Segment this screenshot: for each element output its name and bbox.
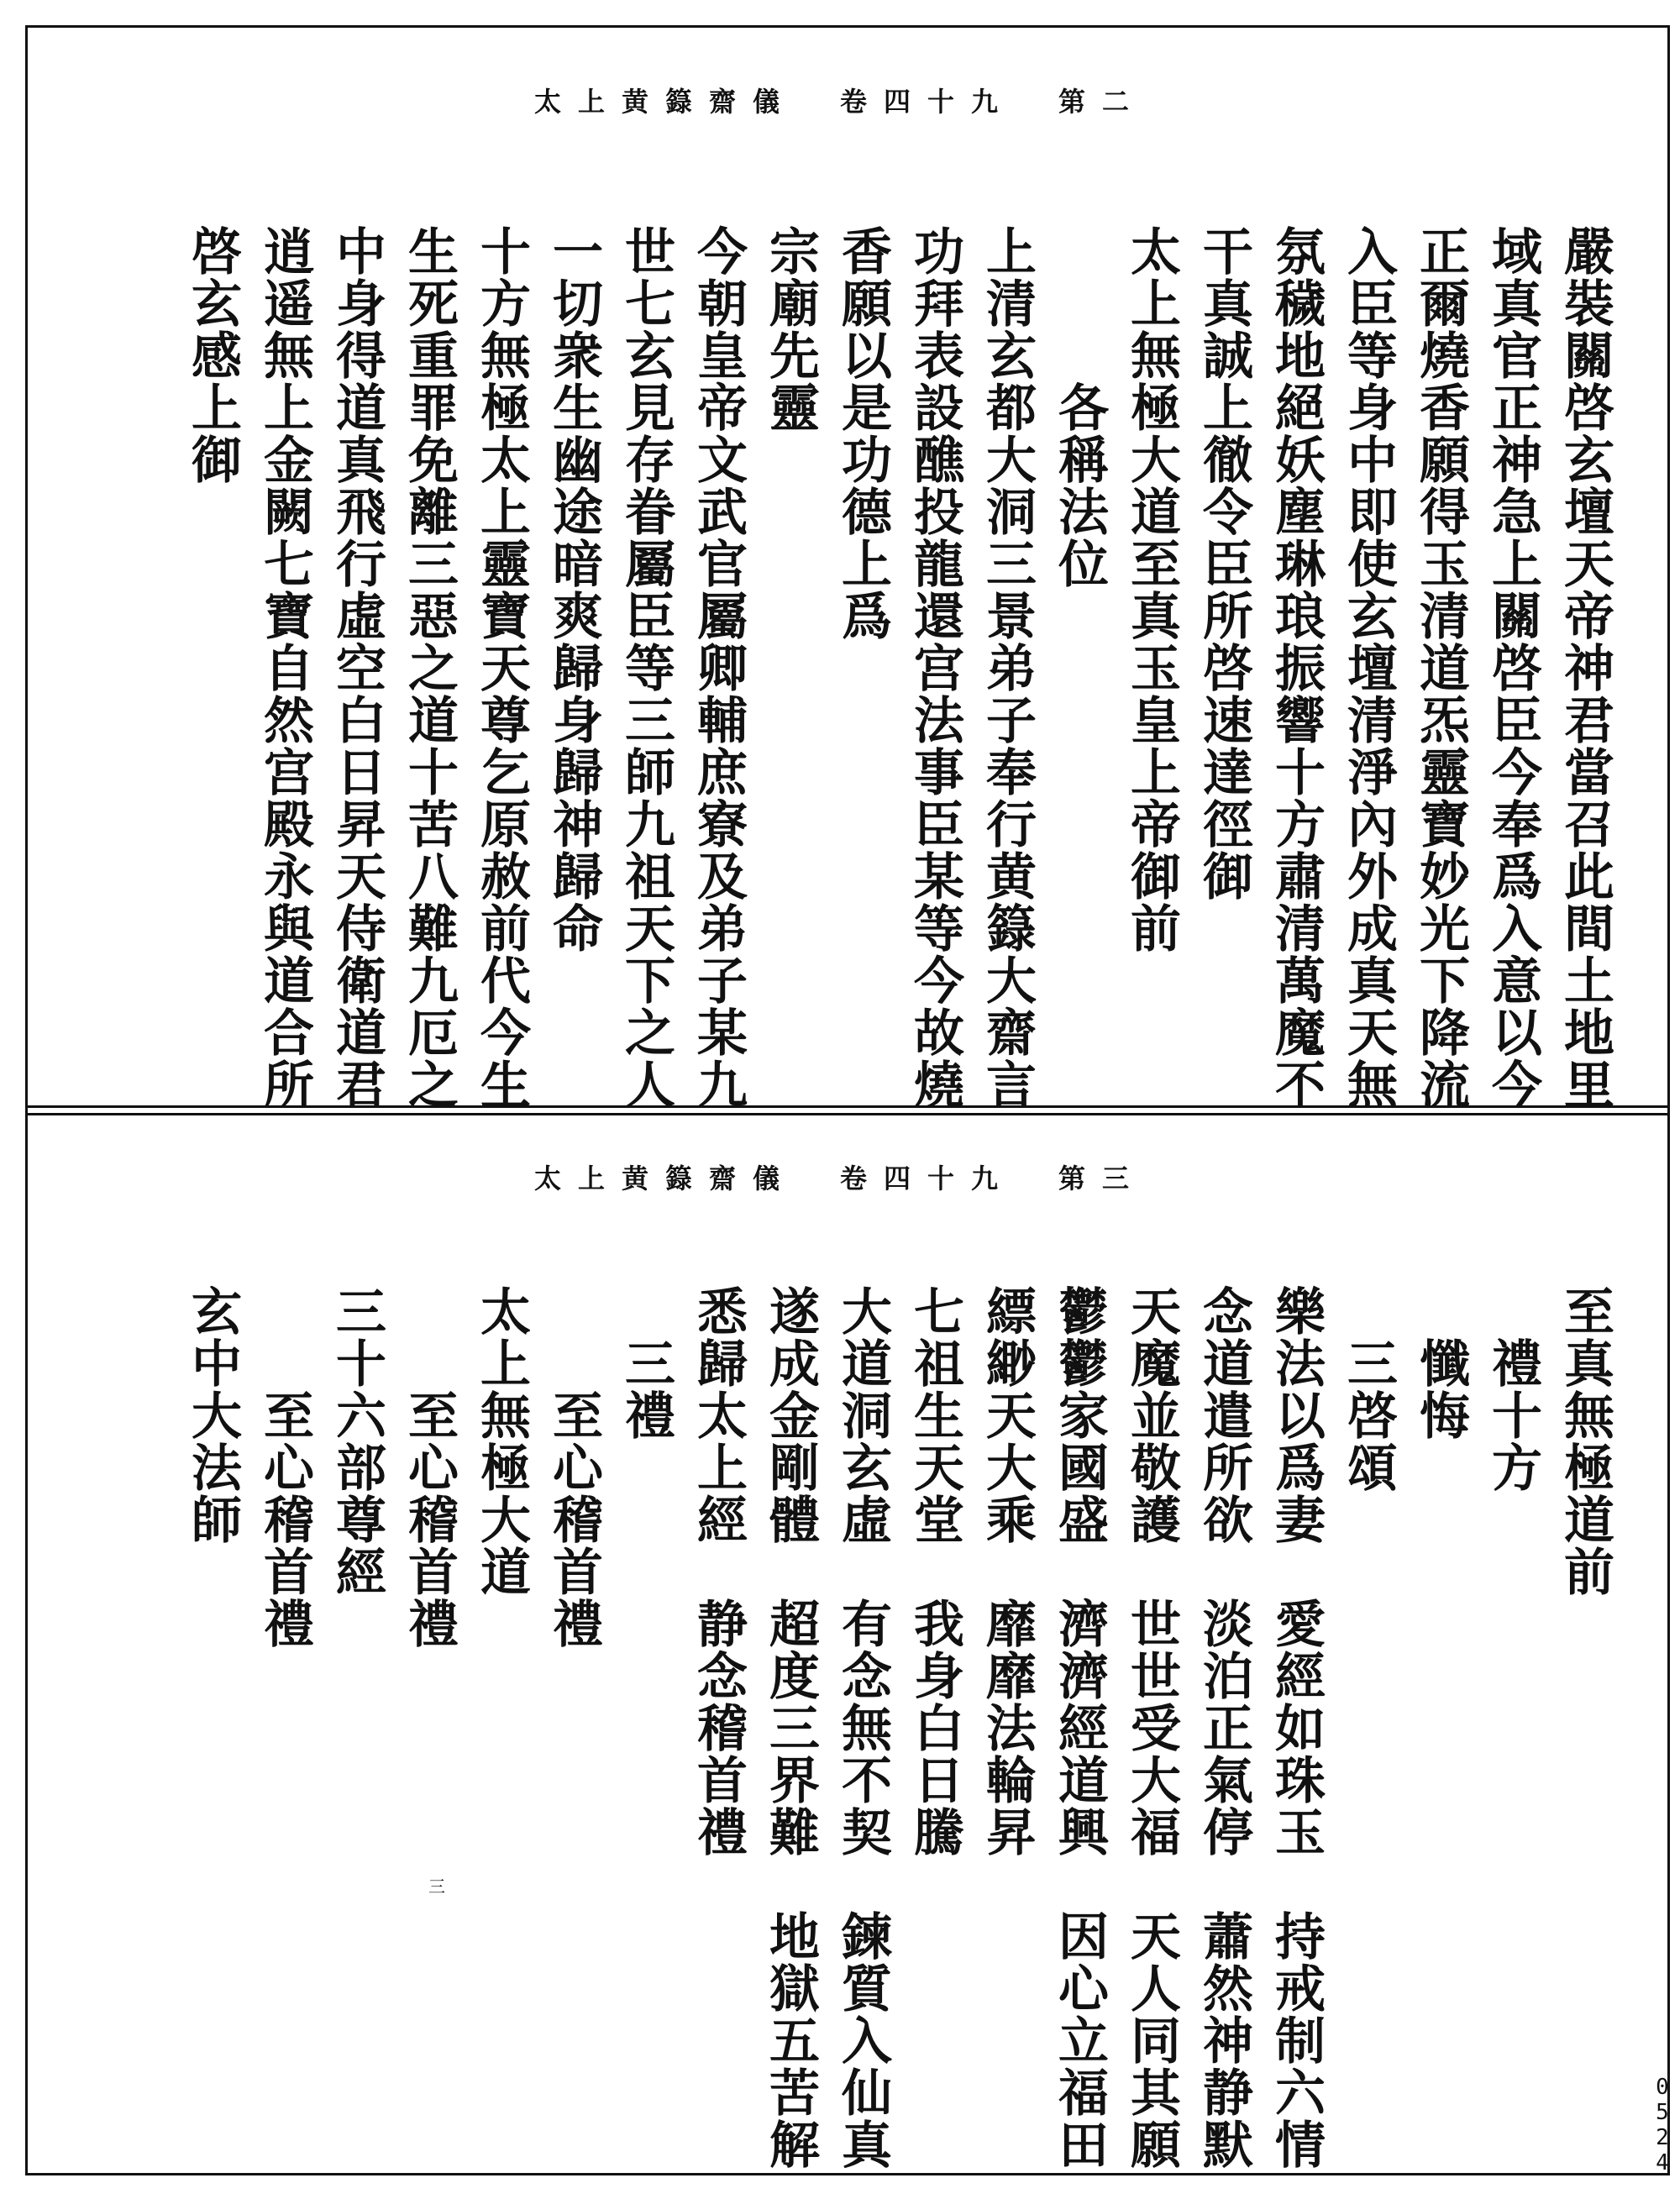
bottom-text-columns — [176, 1285, 1621, 2170]
text-column: 各稱法位 — [1050, 225, 1109, 590]
text-column: 干真誠上徹令臣所啓速達徑御 — [1194, 225, 1253, 902]
text-column: 遂成金剛體 超度三界難 地獄五苦解 — [761, 1285, 820, 2170]
text-column: 三十六部尊經 — [328, 1285, 386, 1598]
text-column: 香願以是功德上爲 — [833, 225, 892, 642]
text-column: 上清玄都大洞三景弟子奉行黄籙大齋言 — [978, 225, 1037, 1110]
text-column: 一切衆生幽途暗爽歸身歸神歸命 — [544, 225, 603, 954]
text-column: 十方無極太上靈寶天尊乞原赦前代今生 — [472, 225, 531, 1110]
text-column: 大道洞玄虛 有念無不契 鍊質入仙真 — [833, 1285, 892, 2170]
top-text-columns — [176, 225, 1621, 1110]
text-column: 正爾燒香願得玉清道炁靈寶妙光下降流 — [1411, 225, 1470, 1110]
text-column: 禮十方 — [1483, 1285, 1542, 1493]
text-column: 至心稽首禮 — [255, 1285, 314, 1650]
text-column: 至心稽首禮 — [544, 1285, 603, 1650]
text-column: 宗廟先靈 — [761, 225, 820, 433]
text-column: 樂法以爲妻 愛經如珠玉 持戒制六情 — [1267, 1285, 1326, 2170]
text-column: 生死重罪免離三惡之道十苦八難九厄之 — [400, 225, 459, 1110]
text-column: 三啓頌 — [1339, 1285, 1398, 1493]
text-column: 懺悔 — [1411, 1285, 1470, 1441]
text-column: 悉歸太上經 静念稽首禮 — [689, 1285, 748, 1858]
text-column: 鬱鬱家國盛 濟濟經道興 因心立福田 — [1050, 1285, 1109, 2170]
text-column: 太上無極大道 — [472, 1285, 531, 1598]
text-column: 念道遣所欲 淡泊正氣停 蕭然神静默 — [1194, 1285, 1253, 2170]
text-column: 三禮 — [617, 1285, 675, 1441]
bottom-page-header: 太上黄籙齋儀 卷四十九 第三 — [533, 1162, 1146, 1194]
text-column: 中身得道真飛行虛空白日昇天侍衛道君 — [328, 225, 386, 1110]
text-column: 啓玄感上御 — [183, 225, 242, 485]
text-column: 入臣等身中即使玄壇清淨內外成真天無 — [1339, 225, 1398, 1110]
text-column: 世七玄見存眷屬臣等三師九祖天下之人 — [617, 225, 675, 1110]
bottom-page-marker: 三 — [428, 1876, 445, 1897]
text-column: 縹緲天大乘 靡靡法輪昇 — [978, 1285, 1037, 1858]
text-column: 氛穢地絕妖塵琳琅振響十方肅清萬魔不 — [1267, 225, 1326, 1110]
text-column: 至真無極道前 — [1556, 1285, 1614, 1598]
side-page-number: 0524 — [1650, 2075, 1675, 2175]
text-column: 太上無極大道至真玉皇上帝御前 — [1122, 225, 1181, 954]
text-column: 至心稽首禮 — [400, 1285, 459, 1650]
text-column: 功拜表設醮投龍還宫法事臣某等今故燒 — [906, 225, 964, 1110]
text-column: 七祖生天堂 我身白日騰 — [906, 1285, 964, 1858]
text-column: 域真官正神急上關啓臣今奉爲入意以今 — [1483, 225, 1542, 1110]
text-column: 玄中大法師 — [183, 1285, 242, 1546]
text-column: 天魔並敬護 世世受大福 天人同其願 — [1122, 1285, 1181, 2170]
top-page-header: 太上黄籙齋儀 卷四十九 第二 — [533, 86, 1146, 118]
text-column: 今朝皇帝文武官屬卿輔庶寮及弟子某九 — [689, 225, 748, 1110]
text-column: 逍遥無上金闕七寶自然宫殿永與道合所 — [255, 225, 314, 1110]
text-column: 嚴裝關啓玄壇天帝神君當召此間土地里 — [1556, 225, 1614, 1110]
